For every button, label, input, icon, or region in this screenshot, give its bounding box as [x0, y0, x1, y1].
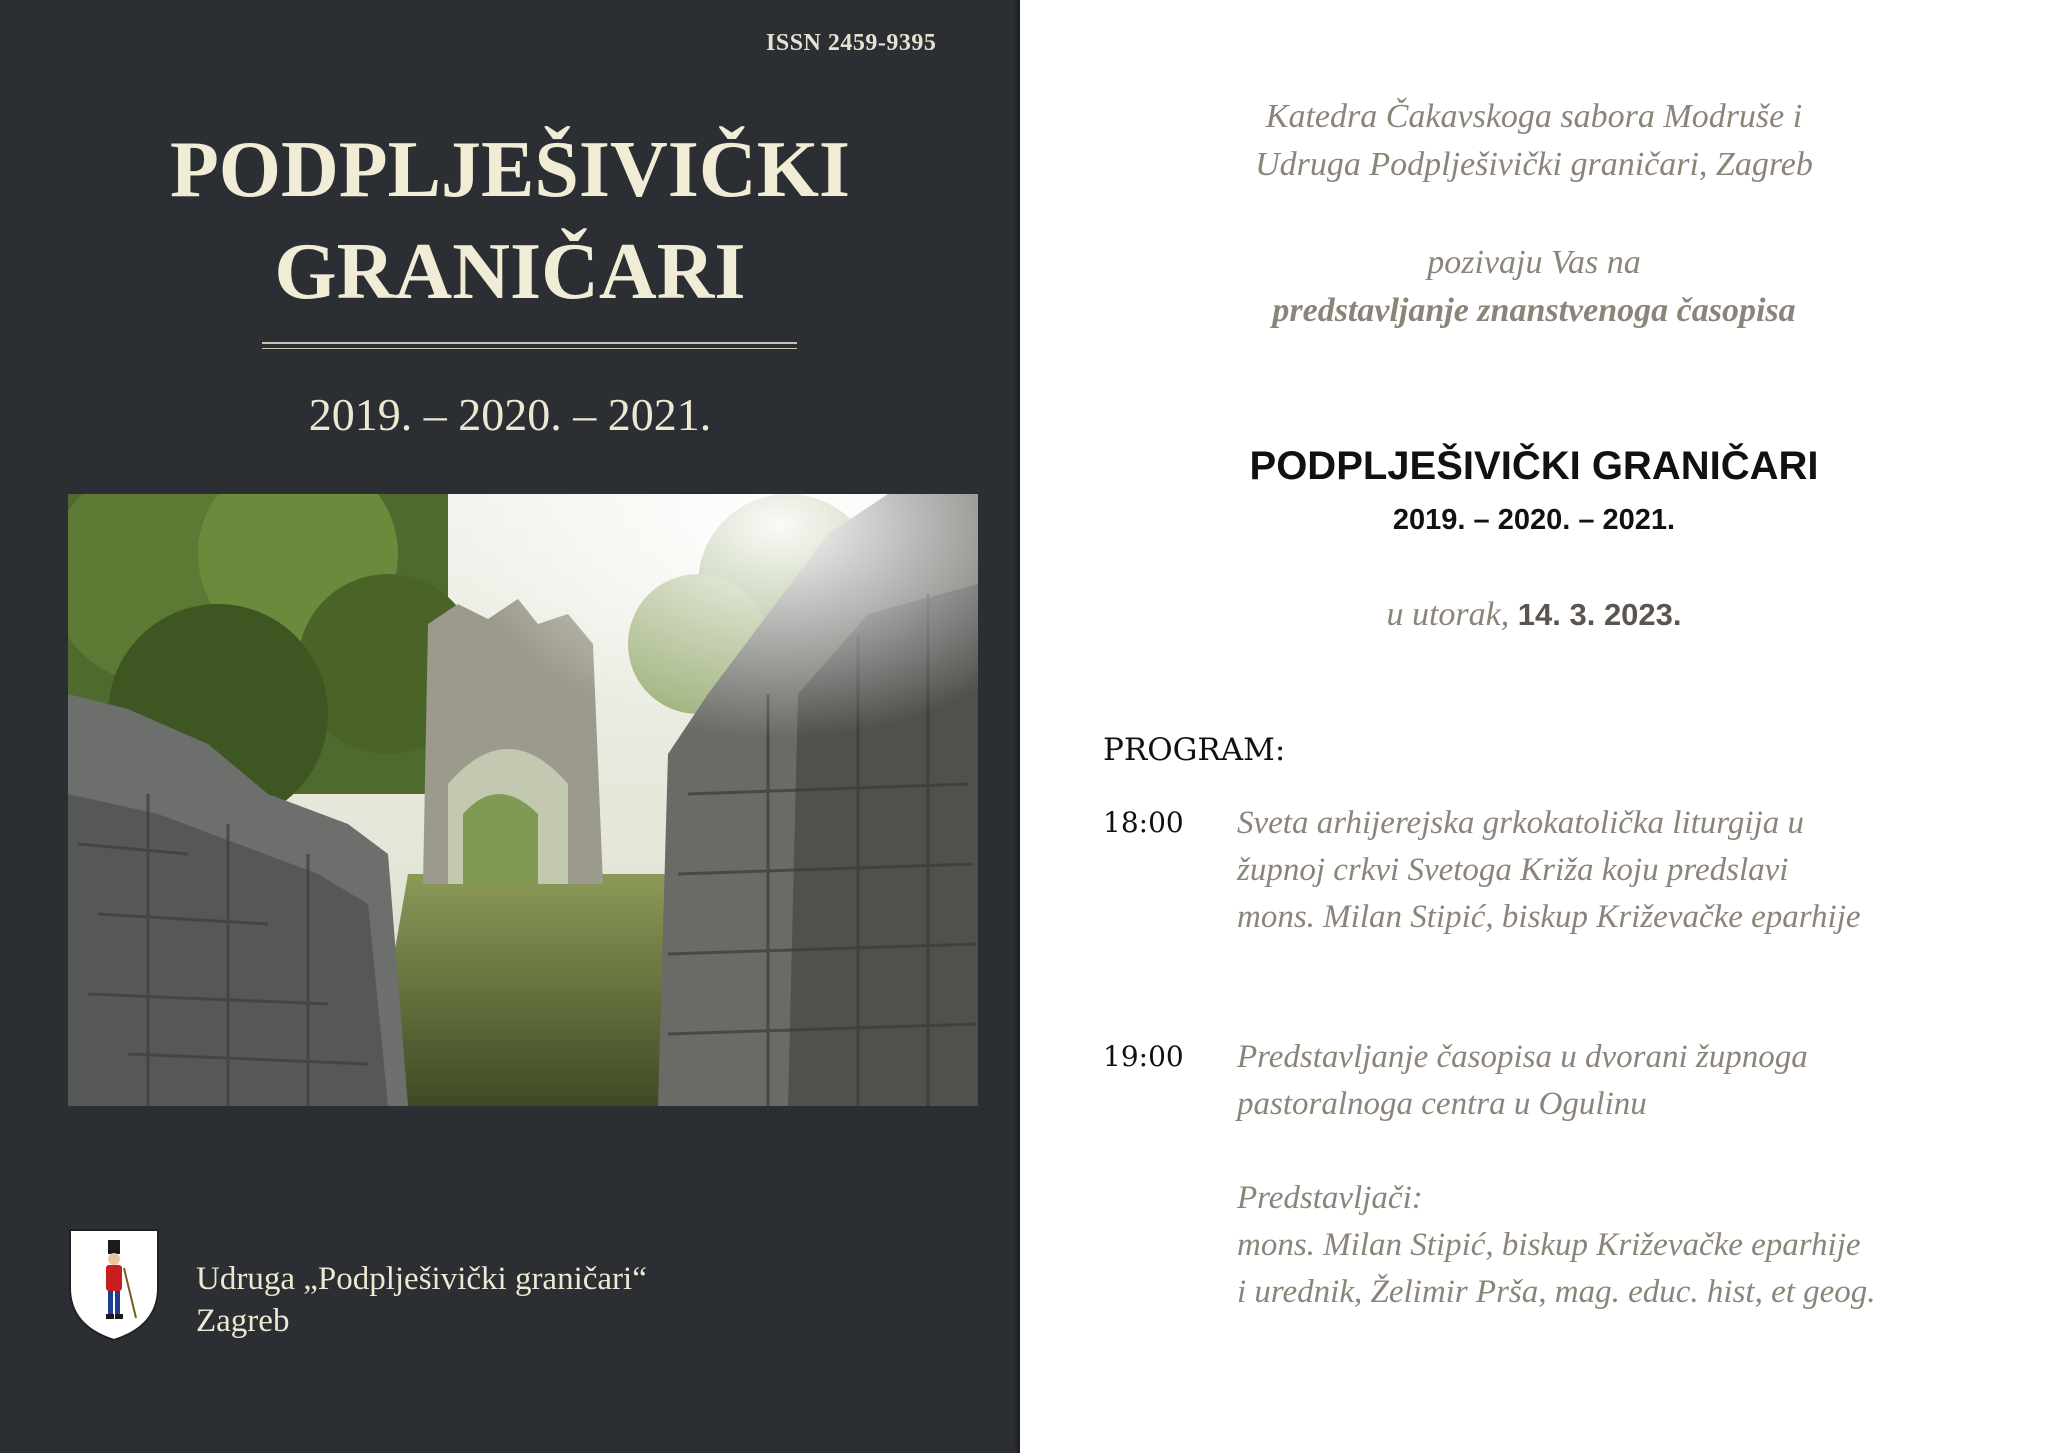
- program-item-1-line: župnoj crkvi Svetoga Križa koju predslavi: [1237, 852, 1789, 888]
- invite-line: pozivaju Vas na: [1427, 244, 1641, 281]
- event-date-line: [1020, 596, 2048, 634]
- cover-publisher: [196, 1258, 647, 1342]
- invitation-journal-years: 2019. – 2020. – 2021.: [1392, 504, 1676, 536]
- cover-publisher-city: Zagreb: [196, 1303, 290, 1339]
- cover-title-line1: PODPLJEŠIVIČKI: [169, 126, 851, 214]
- cover-years: 2019. – 2020. – 2021.: [308, 389, 712, 440]
- program-time-2: 19:00: [1103, 1040, 1184, 1073]
- cover-divider-thin: [262, 348, 797, 349]
- cover-title-line2: GRANIČARI: [274, 228, 746, 316]
- presenters-label: Predstavljači:: [1237, 1180, 1423, 1216]
- presenters-block: [1237, 1175, 2027, 1316]
- program-time-1: 18:00: [1103, 806, 1184, 839]
- presenter-line: mons. Milan Stipić, biskup Križevačke eparhije: [1237, 1227, 1861, 1263]
- cover-issn: ISSN 2459-9395: [766, 30, 937, 56]
- organizer-line-2: Udruga Podplješivički graničari, Zagreb: [1255, 146, 1813, 183]
- invitation-page: [1020, 0, 2048, 1453]
- organizer-line-1: Katedra Čakavskoga sabora Modruše i: [1265, 98, 1803, 135]
- program-item-2-line: Predstavljanje časopisa u dvorani župnoga: [1237, 1039, 1808, 1075]
- program-item-2-line: pastoralnoga centra u Ogulinu: [1237, 1086, 1647, 1122]
- event-date: 14. 3. 2023.: [1517, 597, 1682, 632]
- cover-photo-ruins: [68, 494, 978, 1106]
- date-prefix: u utorak,: [1386, 596, 1510, 633]
- journal-cover: [0, 0, 1020, 1453]
- presenter-line: i urednik, Želimir Prša, mag. educ. hist, et geog.: [1237, 1274, 1876, 1310]
- program-item-1-line: Sveta arhijerejska grkokatolička liturgija u: [1237, 805, 1805, 841]
- cover-publisher-name: Udruga „Podplješivički graničari“: [196, 1261, 647, 1297]
- event-line: predstavljanje znanstvenoga časopisa: [1272, 292, 1796, 329]
- program-item-1: [1237, 800, 2027, 941]
- program-item-1-line: mons. Milan Stipić, biskup Križevačke eparhije: [1237, 899, 1861, 935]
- program-label: PROGRAM:: [1103, 732, 1286, 768]
- invitation-journal-title: PODPLJEŠIVIČKI GRANIČARI: [1249, 444, 1819, 488]
- program-item-2: [1237, 1034, 2027, 1128]
- cover-divider: [262, 342, 797, 344]
- coat-of-arms-icon: [66, 1226, 162, 1344]
